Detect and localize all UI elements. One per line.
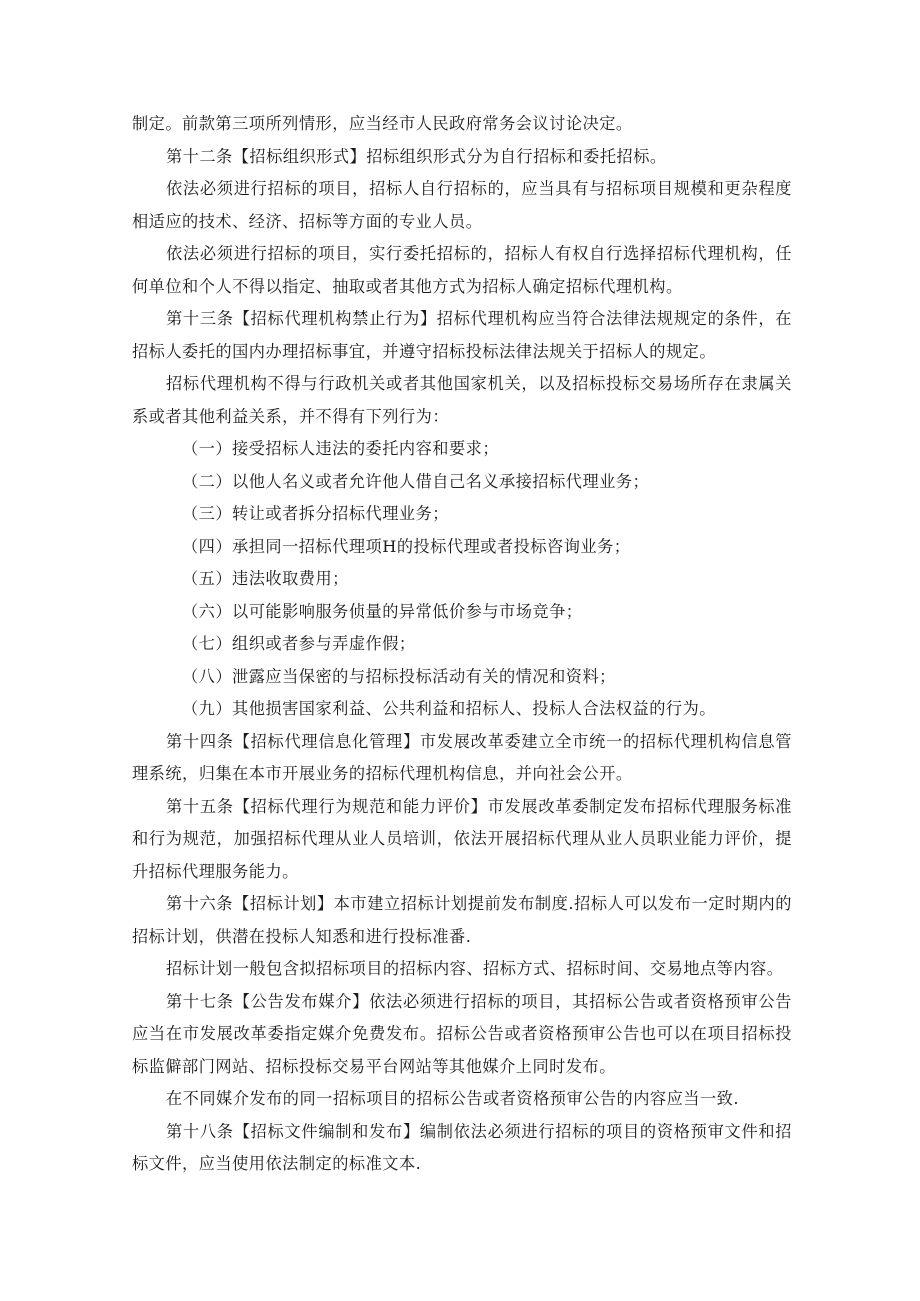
list-item: （二）以他人名义或者允许他人借自己名义承接招标代理业务； [182, 471, 650, 491]
article-17-consistency-paragraph: 在不同媒介发布的同一招标项目的招标公告或者资格预审公告的内容应当一致. [166, 1089, 740, 1108]
list-item: （五）违法收取费用； [182, 569, 349, 588]
list-item: （一）接受招标人违法的委托内容和要求； [182, 439, 500, 458]
article-16-content-paragraph: 招标计划一般包含拟招标项目的招标内容、招标方式、招标时间、交易地点等内容。 [166, 959, 784, 978]
list-item: （八）泄露应当保密的与招标投标活动有关的情况和资料； [182, 666, 616, 686]
article-12-self-tender-paragraph: 依法必须进行招标的项目，招标人自行招标的，应当具有与招标项目规模和更杂程度相适应的技术、经济、招标等方面的专业人员。 [132, 179, 792, 231]
document-page [132, 108, 792, 1181]
article-17-paragraph: 第十七条【公告发布媒介】依法必须进行招标的项目，其招标公告或者资格预审公告应当在市发展改革委指定媒介免费发布。招标公告或者资格预审公告也可以在项目招标投标监僻部门网站、招标投标交易平台网站等其他媒介上同时发布。 [132, 991, 792, 1076]
list-item: （三）转让或者拆分招标代理业务； [182, 504, 449, 523]
article-15-paragraph: 第十五条【招标代理行为规范和能力评价】市发展改革委制定发布招标代理服务标准和行为规范，加强招标代理从业人员培训，依法开展招标代理从业人员职业能力评价，提升招标代理服务能力。 [132, 796, 792, 881]
list-item: （九）其他损害国家利益、公共利益和招标人、投标人合法权益的行为。 [182, 699, 716, 718]
article-12-entrusted-tender-paragraph: 依法必须进行招标的项目，实行委托招标的，招标人有权自行选择招标代理机构，任何单位和个人不得以指定、抽取或者其他方式为招标人确定招标代理机构。 [132, 244, 792, 296]
list-item: （七）组织或者参与弄虚作假； [182, 634, 416, 653]
list-item: （六）以可能影响服务侦量的异常低价参与市场竞争； [182, 601, 583, 621]
article-12-heading-paragraph: 第十二条【招标组织形式】招标组织形式分为自行招标和委托招标。 [166, 146, 667, 166]
paragraph-continuation: 制定。前款第三项所列情形，应当经市人民政府常务会议讨论决定。 [132, 114, 633, 133]
article-18-paragraph: 第十八条【招标文件编制和发布】编制依法必须进行招标的项目的资格预审文件和招标文件，应当使用依法制定的标准文本. [132, 1121, 792, 1173]
article-13-heading-paragraph: 第十三条【招标代理机构禁止行为】招标代理机构应当符合法律法规规定的条件，在招标人委托的国内办理招标事宜，并遵守招标投标法律法规关于招标人的规定。 [132, 309, 792, 361]
article-16-paragraph: 第十六条【招标计划】本市建立招标计划提前发布制度.招标人可以发布一定时期内的招标计划，供潜在投标人知悉和进行投标准番. [132, 894, 792, 946]
list-item: （四）承担同一招标代理项H的投标代理或者投标咨询业务； [182, 536, 631, 556]
article-13-prohibitions-intro: 招标代理机构不得与行政机关或者其他国家机关，以及招标投标交易场所存在隶属关系或者其他利益关系，并不得有下列行为： [132, 374, 792, 426]
article-14-paragraph: 第十四条【招标代理信息化管理】市发展改革委建立全市统一的招标代理机构信息管理系统，归集在本市开展业务的招标代理机构信息，并向社会公开。 [132, 731, 792, 783]
